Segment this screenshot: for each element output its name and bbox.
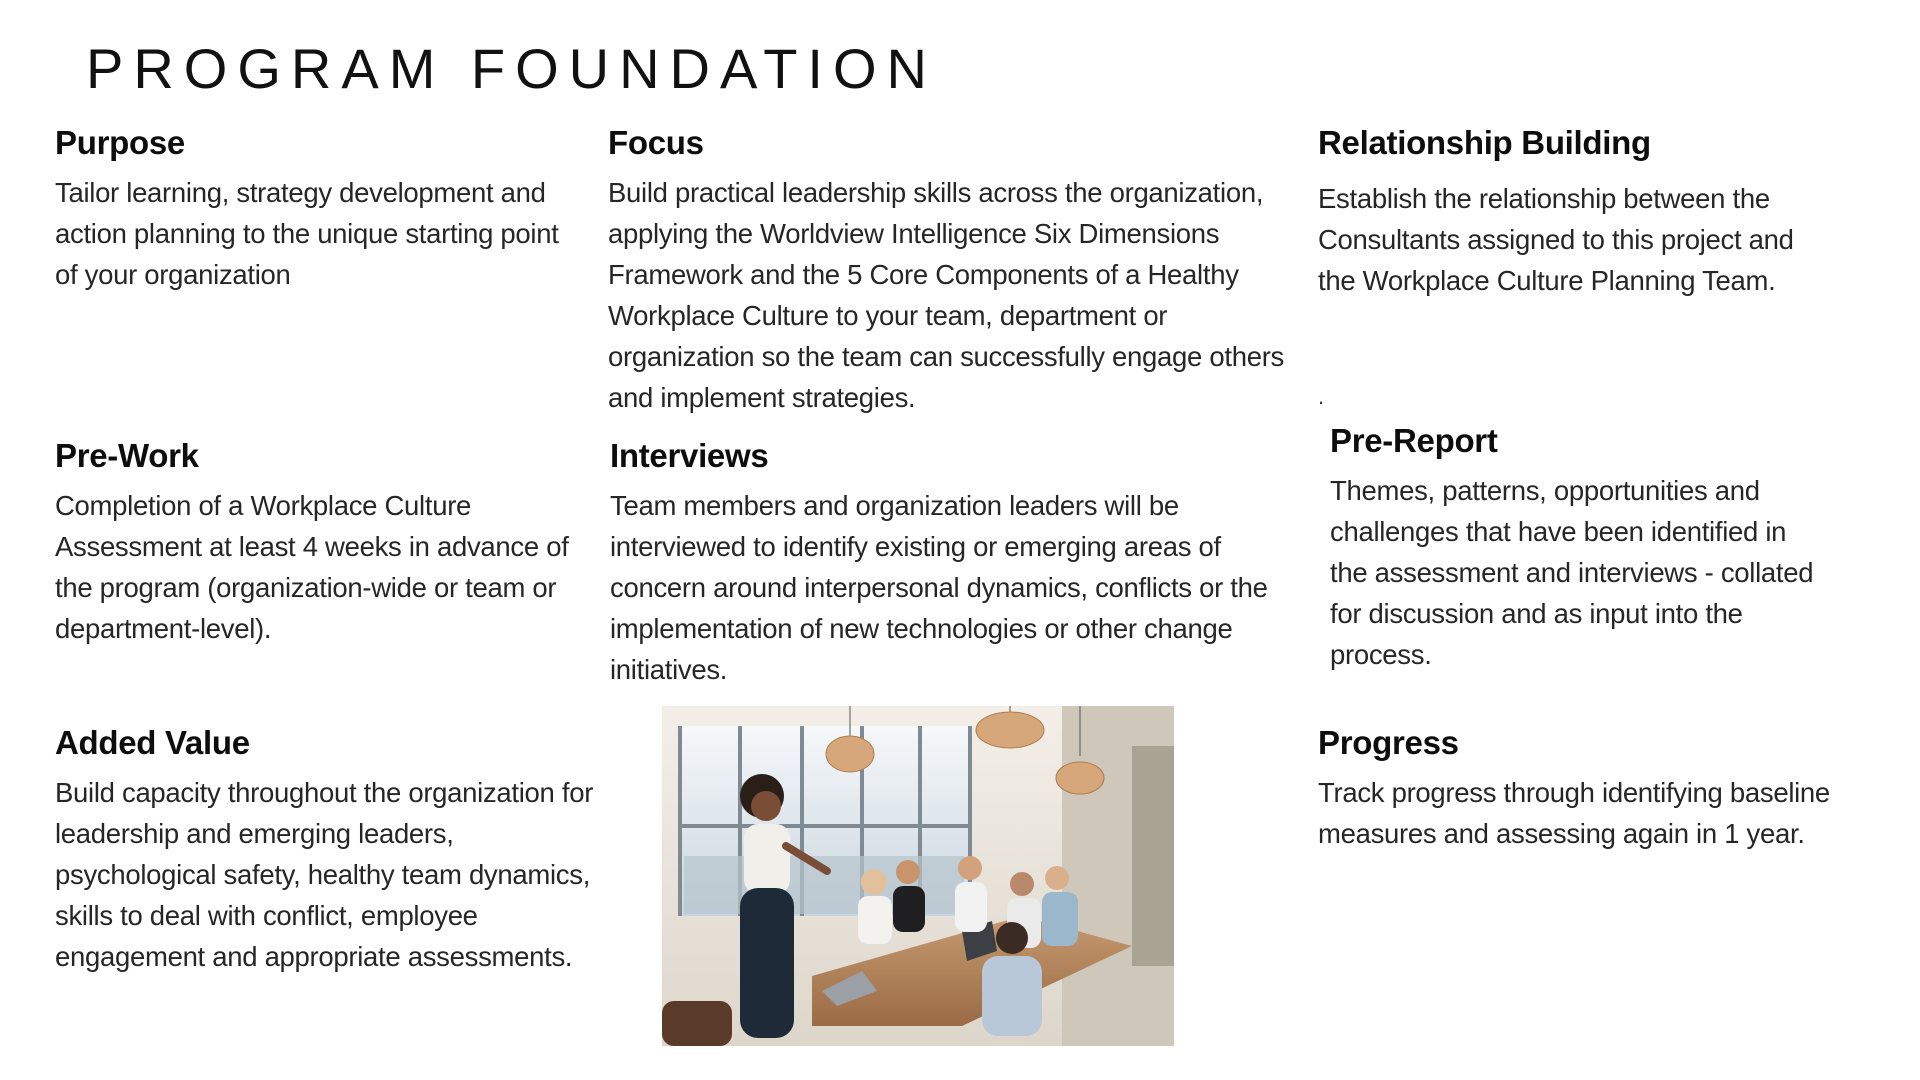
section-body: Establish the relationship between the Consultants assigned to this project and the Workplace Culture Planning Team. — [1318, 183, 1794, 296]
stray-mark: . — [1318, 384, 1325, 409]
section-heading: Added Value — [55, 724, 250, 761]
section-heading: Pre-Report — [1330, 422, 1498, 459]
section-body: Build capacity throughout the organization for leadership and emerging leaders, psychological safety, healthy team dynamics, skills to deal with conflict, employee engagement and appropriate assessments. — [55, 777, 594, 972]
section-heading: Focus — [608, 124, 704, 161]
section-progress — [1318, 720, 1858, 854]
section-body: Completion of a Workplace Culture Assessment at least 4 weeks in advance of the program (organization-wide or team or department-level). — [55, 490, 569, 644]
section-heading: Progress — [1318, 724, 1459, 761]
meeting-photo — [662, 706, 1174, 1046]
section-body: Themes, patterns, opportunities and challenges that have been identified in the assessment and interviews - collated for discussion and as input into the process. — [1330, 475, 1814, 670]
section-body: Build practical leadership skills across the organization, applying the Worldview Intelligence Six Dimensions Framework and the 5 Core Components of a Healthy Workplace Culture to your team, department or organization so the team can successfully engage others and implement strategies. — [608, 177, 1284, 413]
section-heading: Relationship Building — [1318, 124, 1651, 161]
section-interviews — [610, 433, 1290, 690]
section-purpose — [55, 120, 575, 295]
section-heading: Interviews — [610, 437, 769, 474]
section-body: Tailor learning, strategy development and action planning to the unique starting point of your organization — [55, 177, 559, 290]
section-heading: Purpose — [55, 124, 185, 161]
page-title: PROGRAM FOUNDATION — [86, 37, 937, 100]
section-body: Track progress through identifying baseline measures and assessing again in 1 year. — [1318, 777, 1830, 849]
section-pre-work — [55, 433, 595, 649]
section-pre-report — [1330, 418, 1830, 675]
section-body: Team members and organization leaders will be interviewed to identify existing or emerging areas of concern around interpersonal dynamics, conflicts or the implementation of new technologies or other change initiatives. — [610, 490, 1268, 685]
section-focus — [608, 120, 1308, 418]
section-added-value — [55, 720, 595, 977]
section-heading: Pre-Work — [55, 437, 199, 474]
section-relationship-building — [1318, 120, 1818, 301]
